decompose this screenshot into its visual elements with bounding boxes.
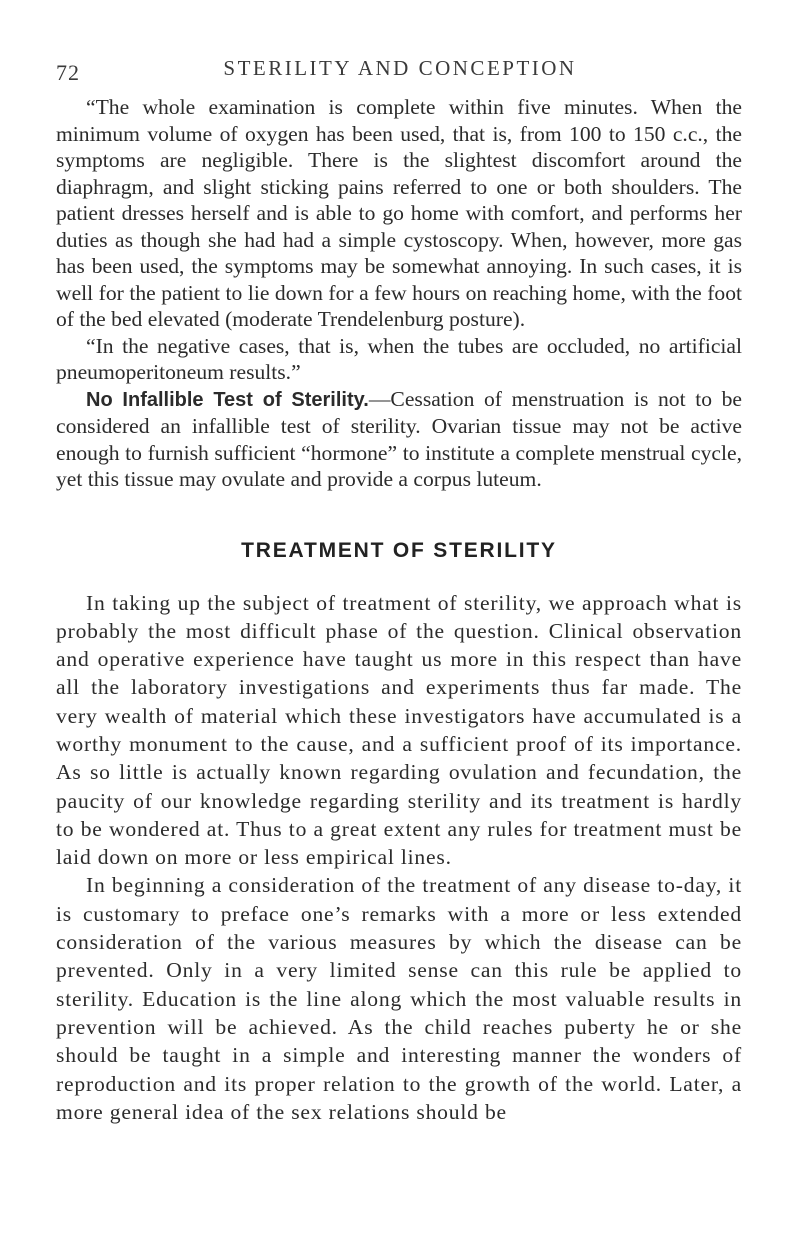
page-number: 72 — [56, 60, 80, 85]
inline-heading-infallible-test: No Infallible Test of Sterility. — [86, 388, 369, 411]
page-header — [0, 42, 800, 85]
paragraph-quote-2: “In the negative cases, that is, when the tubes are occluded, no artificial pneumoperitoneum results.” — [56, 333, 742, 384]
treatment-section — [56, 589, 742, 1127]
section-heading: TREATMENT OF STERILITY — [241, 538, 557, 562]
paragraph-quote-1: “The whole examination is complete within five minutes. When the minimum volume of oxygen has been used, that is, from 100 to 150 c.c., the symptoms are negligible. There is the slightest discomfort around the diaphragm, and slight sticking pains referred to one or both shoulders. The patient dresses herself and is able to go home with comfort, and performs her duties as though she had had a simple cystoscopy. When, however, more gas has been used, the symptoms may be somewhat annoying. In such cases, it is well for the patient to lie down for a few hours on reaching home, with the foot of the bed elevated (moderate Trendelenburg posture). — [56, 95, 742, 331]
running-head: STERILITY AND CONCEPTION — [223, 56, 577, 80]
paragraph-treatment-2: In beginning a consideration of the treatment of any disease to-day, it is customary to preface one’s remarks with a more or less extended consideration of the various measures by which the disease can be prevented. Only in a very limited sense can this rule be applied to sterility. Education is the line along which the most valuable results in prevention will be achieved. As the child reaches puberty he or she should be taught in a simple and interesting manner the wonders of reproduction and its proper relation to the growth of the world. Later, a more general idea of the sex relations should be — [56, 873, 742, 1124]
infallible-test-text: —Cessation of menstruation is not to be considered an infallible test of sterility. Ovarian tissue may not be active enough to furnish sufficient “hormone” to institute a complete menstrual cycle, yet this tissue may ovulate and provide a corpus luteum. — [56, 386, 742, 491]
paragraph-treatment-1: In taking up the subject of treatment of sterility, we approach what is probably the most difficult phase of the question. Clinical observation and operative experience have taught us more in this respect than have all the laboratory investigations and experiments thus far made. The very wealth of material which these investigators have accumulated is a worthy monument to the cause, and a sufficient proof of its importance. As so little is actually known regarding ovulation and fecundation, the paucity of our knowledge regarding sterility and its treatment is hardly to be wondered at. Thus to a great extent any rules for treatment must be laid down on more or less empirical lines. — [56, 590, 742, 870]
body-text — [56, 94, 742, 1126]
paragraph-infallible-test — [56, 386, 742, 493]
